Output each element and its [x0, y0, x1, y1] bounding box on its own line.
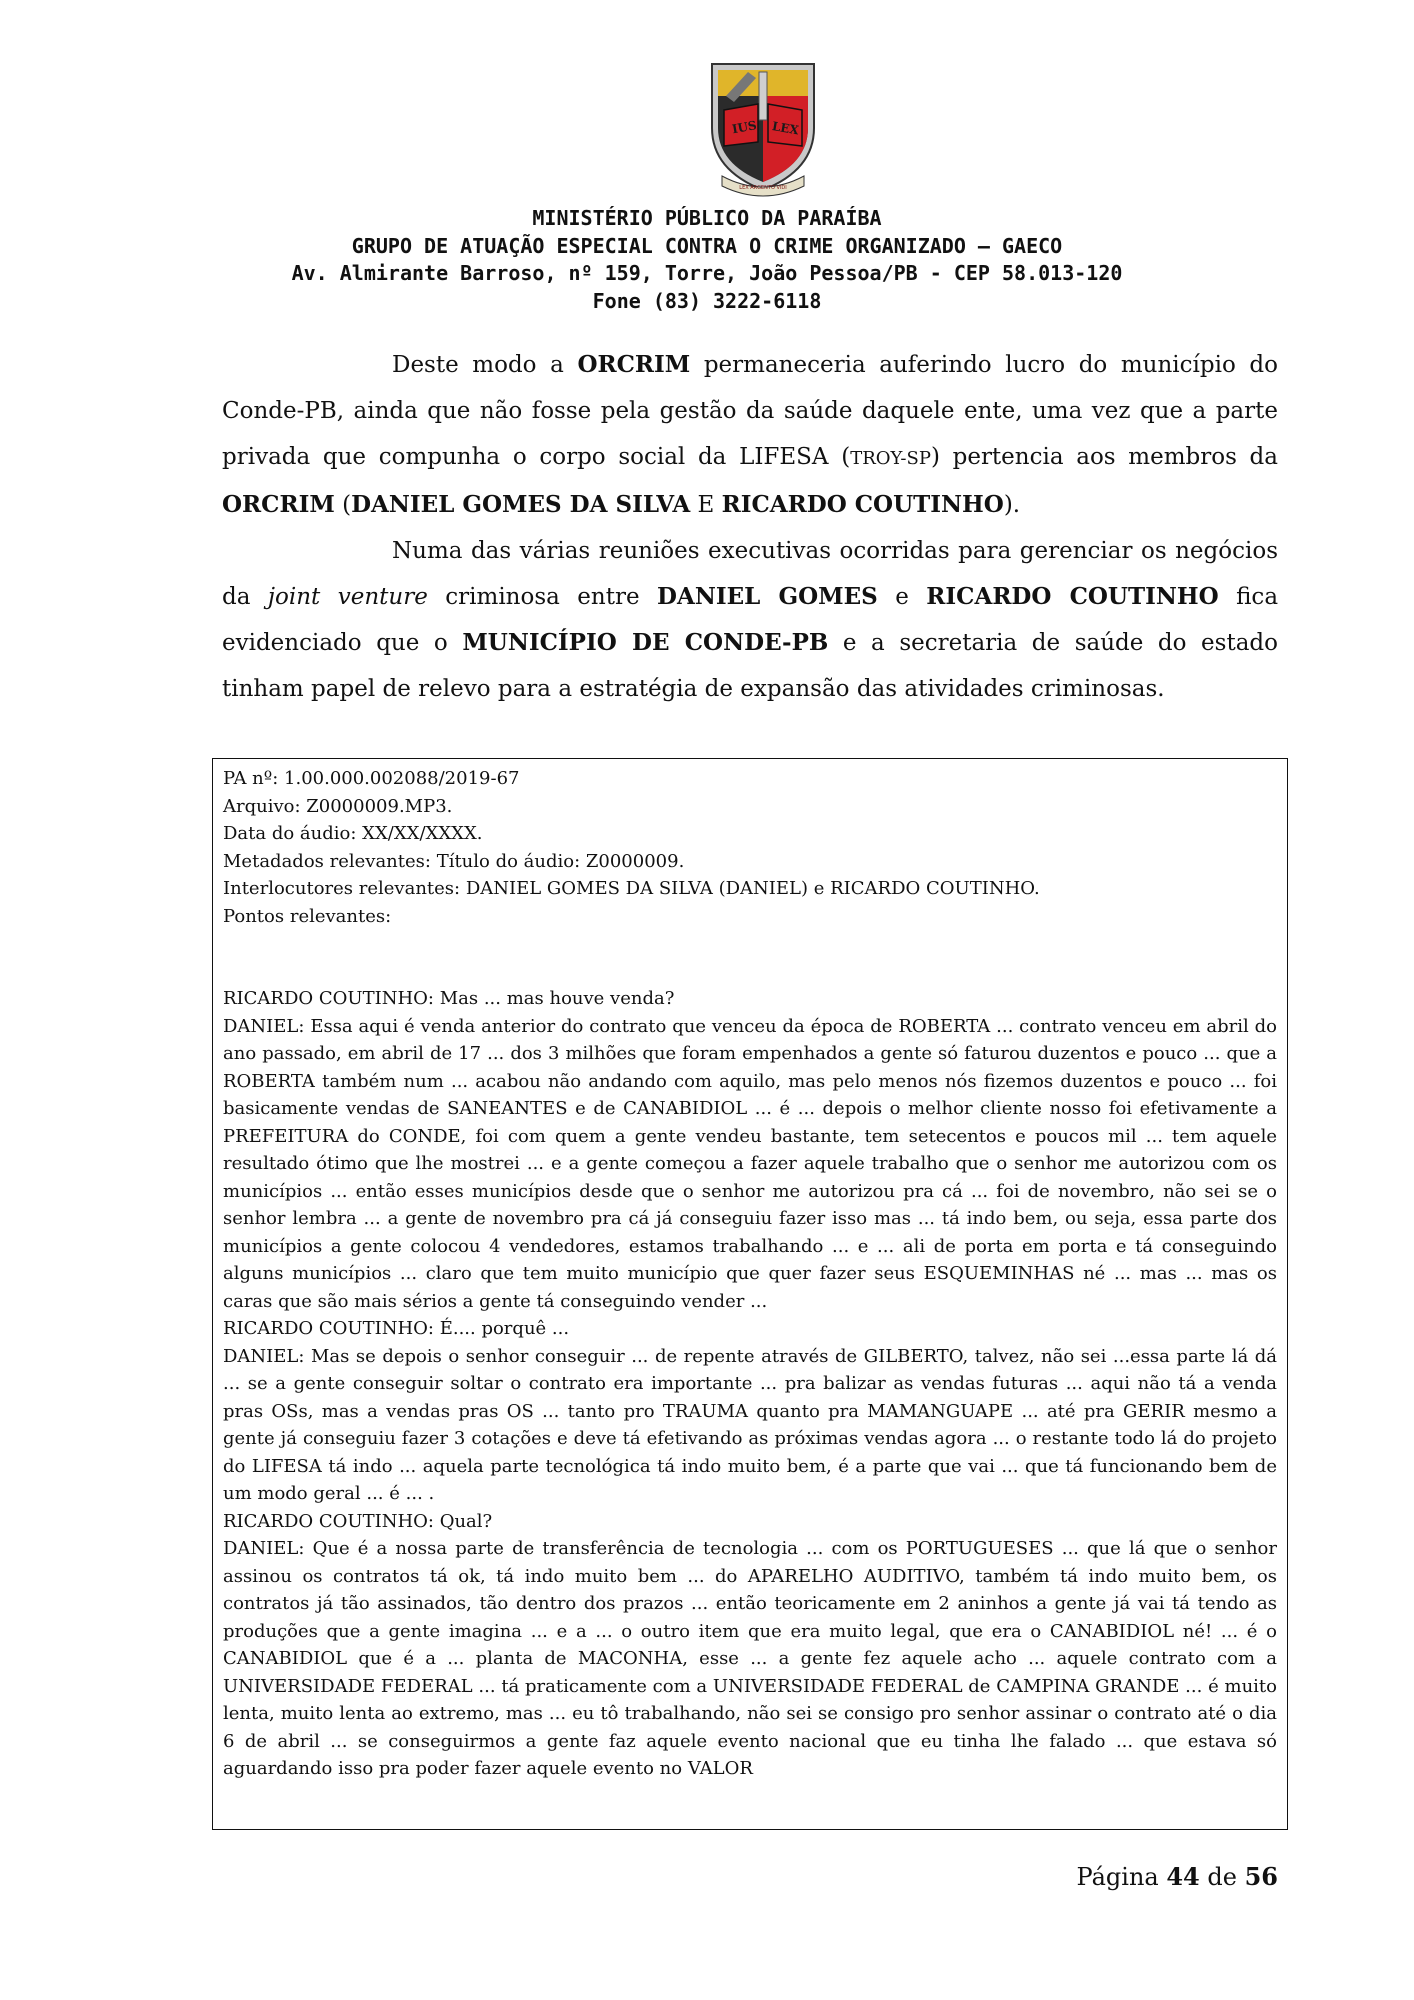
dialogue-line: RICARDO COUTINHO: Mas ... mas houve venda?: [223, 988, 675, 1009]
dialogue-line: DANIEL: Essa aqui é venda anterior do contrato que venceu da época de ROBERTA ... contrato venceu em abril do ano passado, em abril de 17 ... dos 3 milhões que foram empenhados a gente só faturou duzentos e pouco ... que a ROBERTA também num ... acabou não andando com aquilo, mas pelo menos nós fizemos duzentos e pouco ... foi basicamente vendas de SANEANTES e de CANABIDIOL ... é ... depois o melhor cliente nosso foi efetivamente a PREFEITURA do CONDE, foi com quem a gente vendeu bastante, tem setecentos e poucos mil ... tem aquele resultado ótimo que lhe mostrei ... e a gente começou a fazer aquele trabalho que o senhor me autorizou com os municípios ... então esses municípios desde que o senhor me autorizou pra cá ... foi de novembro, não sei se o senhor lembra ... a gente de novembro pra cá já conseguiu fazer isso mas ... tá indo bem, ou seja, essa parte dos municípios a gente colocou 4 vendedores, estamos trabalhando ... e ... ali de porta em porta e tá conseguindo alguns municípios ... claro que tem muito município que quer fazer seus ESQUEMINHAS né ... mas ... mas os caras que são mais sérios a gente tá conseguindo vender ...: [223, 1015, 1277, 1312]
text-run: ).: [1003, 492, 1021, 518]
bold-run: DANIEL GOMES: [657, 583, 878, 610]
page-number: [1077, 1862, 1278, 1891]
text-run: fica evidenciado que o: [222, 584, 1279, 656]
bold-run: RICARDO COUTINHO: [926, 583, 1219, 610]
page-separator: de: [1199, 1863, 1245, 1891]
spacer: [223, 930, 1277, 985]
transcript-metadata: [223, 765, 1277, 930]
header-group: GRUPO DE ATUAÇÃO ESPECIAL CONTRA O CRIME ORGANIZADO – GAECO: [351, 233, 1063, 258]
text-run: permaneceria auferindo lucro do município do Conde-PB, ainda que não fosse pela gestão da saúde daquele ente, uma vez que a parte privada que compunha o corpo social da LIFESA (: [222, 352, 1278, 470]
svg-text:LEX ARGENTO VIDI: LEX ARGENTO VIDI: [739, 185, 787, 191]
header-phone: Fone (83) 3222-6118: [592, 288, 822, 313]
text-run: E: [690, 492, 722, 518]
italic-run: joint venture: [267, 584, 428, 610]
svg-text:LEX: LEX: [770, 119, 800, 138]
document-body: [222, 342, 1278, 712]
page-prefix: Página: [1076, 1863, 1167, 1891]
text-run: ) pertencia aos membros da: [930, 444, 1278, 470]
total-pages: 56: [1244, 1862, 1278, 1891]
metadata-line: Metadados relevantes: Título do áudio: Z0000009.: [223, 850, 685, 872]
metadata-line: Pontos relevantes:: [223, 905, 392, 927]
small-run: TROY-SP: [850, 448, 931, 469]
text-run: (: [334, 492, 352, 518]
current-page: 44: [1166, 1862, 1200, 1891]
bold-run: ORCRIM: [577, 351, 691, 378]
dialogue-line: RICARDO COUTINHO: É.... porquê ...: [223, 1318, 570, 1339]
dialogue-line: DANIEL: Mas se depois o senhor conseguir ... de repente através de GILBERTO, talvez, não sei ...essa parte lá dá ... se a gente conseguir soltar o contrato era importante ... pra balizar as vendas futuras ... aqui não tá a venda pras OSs, mas a vendas pras OS ... tanto pro TRAUMA quanto pra MAMANGUAPE ... até pra GERIR mesmo a gente já conseguiu fazer 3 cotações e deve tá efetivando as próximas vendas agora ... o restante todo lá do projeto do LIFESA tá indo ... aquela parte tecnológica tá indo muito bem, é a parte que vai ... que tá funcionando bem de um modo geral ... é ... .: [223, 1345, 1277, 1504]
text-run: e a secretaria de saúde do estado tinham papel de relevo para a estratégia de expansão das atividades criminosas.: [222, 630, 1278, 702]
dialogue-line: DANIEL: Que é a nossa parte de transferência de tecnologia ... com os PORTUGUESES ... que lá que o senhor assinou os contratos tá ok, tá indo muito bem ... do APARELHO AUDITIVO, também tá indo muito bem, os contratos já tão assinados, tão dentro dos prazos ... então teoricamente em 2 aninhos a gente já vai tá tendo as produções que a gente imagina ... e a ... o outro item que era muito legal, que era o CANABIDIOL né! ... é o CANABIDIOL que é a ... planta de MACONHA, esse ... a gente fez aquele acho ... aquele contrato com a UNIVERSIDADE FEDERAL ... tá praticamente com a UNIVERSIDADE FEDERAL de CAMPINA GRANDE ... é muito lenta, muito lenta ao extremo, mas ... eu tô trabalhando, não sei se consigo pro senhor assinar o contrato até o dia 6 de abril ... se conseguirmos a gente faz aquele evento nacional que eu tinha lhe falado ... que estava só aguardando isso pra poder fazer aquele evento no VALOR: [223, 1538, 1277, 1779]
text-run: Deste modo a: [392, 352, 578, 378]
bold-run: MUNICÍPIO DE CONDE-PB: [462, 629, 829, 656]
bold-run: DANIEL GOMES DA SILVA: [351, 491, 691, 518]
header-address: Av. Almirante Barroso, nº 159, Torre, João Pessoa/PB - CEP 58.013-120: [291, 261, 1123, 285]
dialogue-line: RICARDO COUTINHO: Qual?: [223, 1510, 493, 1532]
metadata-line: Interlocutores relevantes: DANIEL GOMES DA SILVA (DANIEL) e RICARDO COUTINHO.: [223, 878, 1040, 899]
transcript-box: [212, 758, 1288, 1830]
bold-run: RICARDO COUTINHO: [721, 491, 1004, 518]
metadata-line: PA nº: 1.00.000.002088/2019-67: [223, 768, 520, 789]
paragraph-2: [222, 528, 1278, 712]
coat-of-arms-seal: [704, 58, 822, 198]
text-run: e: [877, 584, 927, 610]
header-institution: MINISTÉRIO PÚBLICO DA PARAÍBA: [532, 206, 882, 230]
bold-run: ORCRIM: [222, 491, 335, 518]
document-header: [0, 205, 1414, 315]
text-run: Numa das várias reuniões executivas ocorridas para gerenciar os negócios da: [222, 538, 1278, 610]
svg-text:IUS: IUS: [730, 118, 758, 137]
paragraph-1: [222, 342, 1278, 528]
transcript-dialogue: [223, 985, 1277, 1783]
metadata-line: Arquivo: Z0000009.MP3.: [223, 795, 453, 817]
text-run: criminosa entre: [427, 584, 658, 610]
metadata-line: Data do áudio: XX/XX/XXXX.: [223, 823, 483, 844]
